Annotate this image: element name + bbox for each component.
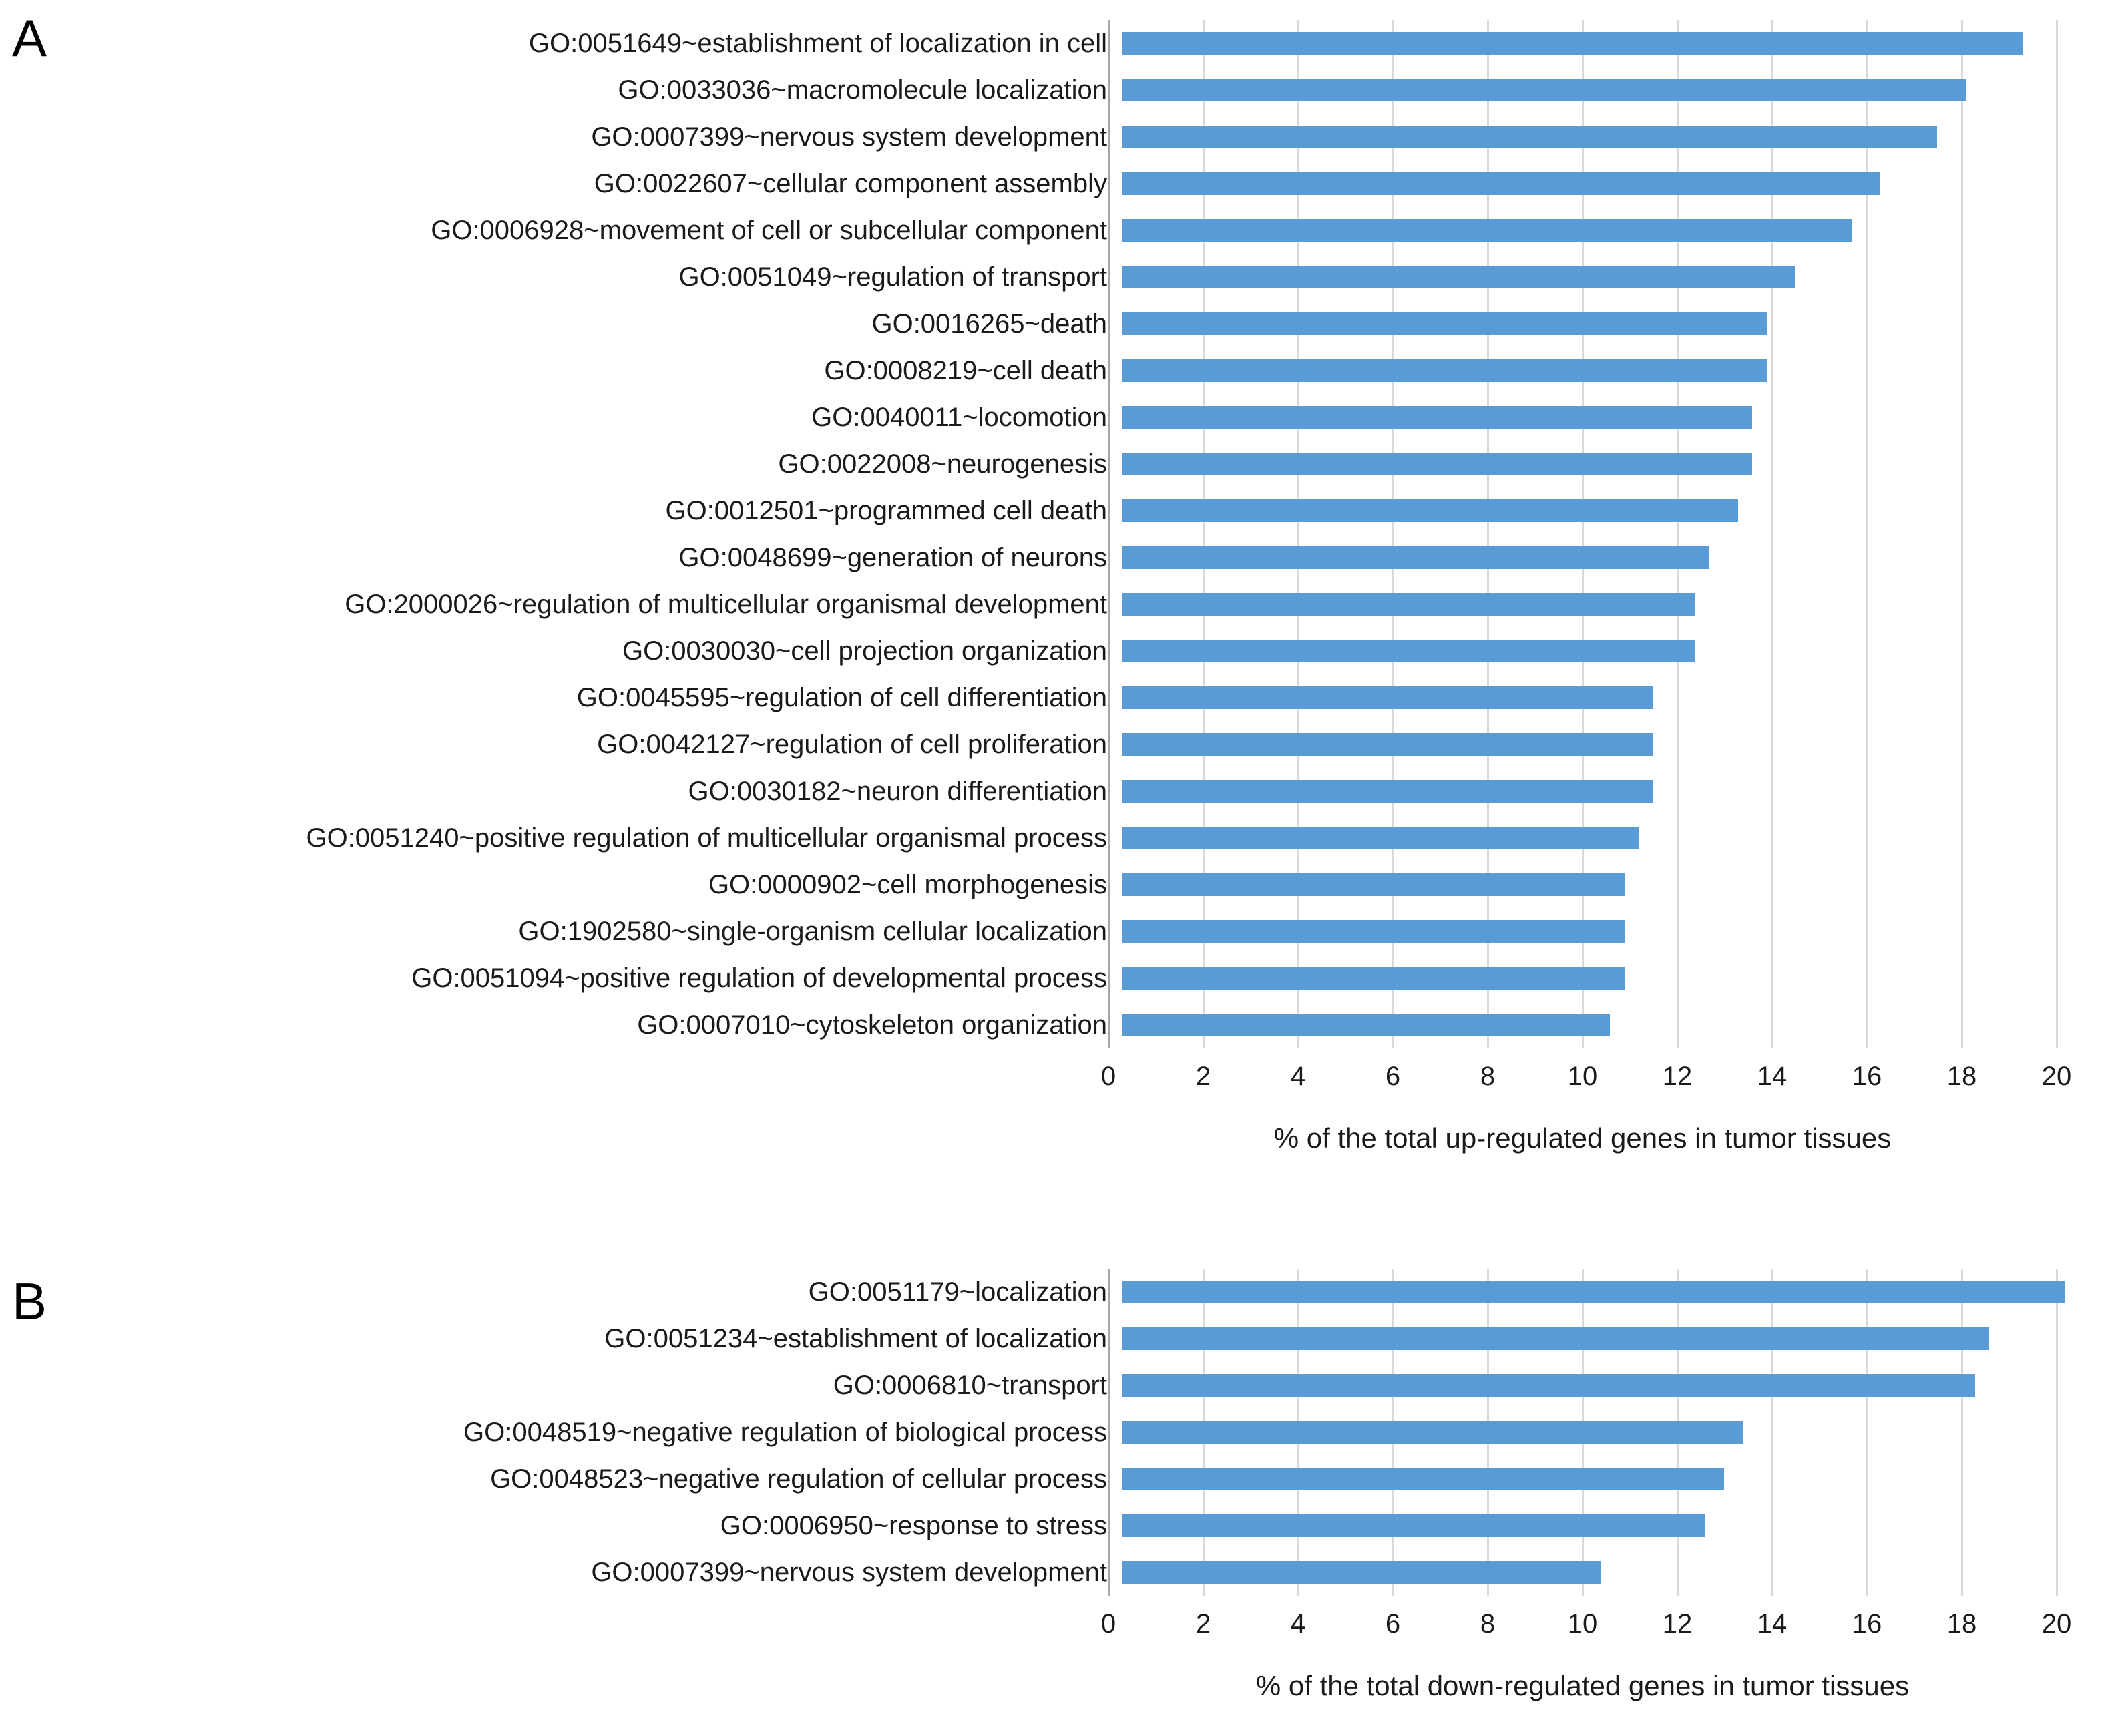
chart-b-x-axis-title: % of the total down-regulated genes in tumor tissues: [1255, 1670, 1910, 1701]
bar-category-label: GO:0048523~negative regulation of cellular process: [490, 1464, 1107, 1494]
bar: [1122, 126, 1937, 148]
bar-plot-cell: [1122, 815, 2070, 861]
panel-a-letter: A: [12, 9, 47, 67]
bar-row: [40, 114, 2070, 160]
bar: [1122, 266, 1795, 288]
bar: [1122, 920, 1625, 943]
bar-row: [40, 441, 2070, 487]
bar-row: [40, 254, 2070, 300]
bar-category-label: GO:0006810~transport: [833, 1371, 1107, 1400]
x-tick-label: 18: [1946, 1609, 1977, 1639]
chart-a-x-axis-title: % of the total up-regulated genes in tumor tissues: [1273, 1122, 1892, 1154]
bar-plot-cell: [1122, 908, 2070, 955]
bar-category-label: GO:0040011~locomotion: [811, 403, 1107, 432]
x-tick-label: 14: [1757, 1062, 1787, 1091]
bar-category-label: GO:0007010~cytoskeleton organization: [637, 1010, 1107, 1040]
x-tick-label: 20: [2041, 1609, 2072, 1639]
chart-a-upregulated: [40, 20, 2072, 1154]
bar: [1122, 1374, 1975, 1397]
bar-plot-cell: [1122, 534, 2070, 581]
bar-category-label: GO:0051234~establishment of localization: [604, 1324, 1107, 1353]
bar-category-label: GO:0030030~cell projection organization: [622, 636, 1107, 666]
bar: [1122, 453, 1752, 475]
bar-plot-cell: [1122, 1456, 2070, 1502]
bar-row: [40, 1502, 2070, 1549]
bar-plot-cell: [1122, 581, 2070, 628]
chart-a-rows: [40, 20, 2070, 1048]
bar-row: [40, 581, 2070, 628]
bar: [1122, 219, 1852, 242]
bar: [1122, 359, 1767, 382]
x-tick-label: 16: [1852, 1062, 1882, 1091]
bar-category-label: GO:0030182~neuron differentiation: [688, 777, 1107, 806]
bar-row: [40, 534, 2070, 581]
bar: [1122, 873, 1625, 896]
bar-row: [40, 1549, 2070, 1596]
bar: [1122, 1014, 1610, 1036]
bar-row: [40, 1269, 2070, 1315]
bar-plot-cell: [1122, 628, 2070, 674]
bar-plot-cell: [1122, 1315, 2070, 1362]
bar: [1122, 1421, 1743, 1444]
x-tick-label: 0: [1100, 1062, 1116, 1091]
bar: [1122, 827, 1639, 849]
bar-row: [40, 628, 2070, 674]
bar-plot-cell: [1122, 300, 2070, 347]
bar: [1122, 967, 1625, 990]
bar-row: [40, 1456, 2070, 1502]
bar-row: [40, 721, 2070, 768]
bar-category-label: GO:2000026~regulation of multicellular organismal development: [345, 590, 1107, 619]
bar-plot-cell: [1122, 207, 2070, 254]
bar: [1122, 1561, 1601, 1584]
bar: [1122, 1514, 1705, 1537]
bar-category-label: GO:0007399~nervous system development: [591, 1558, 1107, 1587]
bar: [1122, 406, 1752, 429]
x-tick-label: 6: [1385, 1609, 1401, 1639]
x-tick-label: 8: [1480, 1062, 1496, 1091]
x-tick-label: 8: [1480, 1609, 1496, 1639]
bar: [1122, 172, 1880, 195]
bar-plot-cell: [1122, 160, 2070, 207]
bar-plot-cell: [1122, 721, 2070, 768]
bar: [1122, 1468, 1724, 1490]
x-tick-label: 10: [1567, 1609, 1598, 1639]
bar-category-label: GO:0045595~regulation of cell differentiation: [576, 683, 1107, 712]
bar-category-label: GO:0016265~death: [871, 309, 1107, 339]
bar-plot-cell: [1122, 20, 2070, 67]
panel-b-letter: B: [12, 1272, 47, 1331]
bar-category-label: GO:0006950~response to stress: [720, 1511, 1107, 1540]
bar-plot-cell: [1122, 674, 2070, 721]
bar-plot-cell: [1122, 347, 2070, 394]
bar-plot-cell: [1122, 441, 2070, 487]
x-tick-label: 20: [2041, 1062, 2072, 1091]
chart-b-x-tick-labels: [1100, 1608, 2072, 1648]
bar-category-label: GO:0012501~programmed cell death: [665, 496, 1107, 525]
bar-row: [40, 674, 2070, 721]
x-tick-label: 12: [1662, 1609, 1693, 1639]
bar-row: [40, 207, 2070, 254]
bar-row: [40, 300, 2070, 347]
bar-plot-cell: [1122, 861, 2070, 908]
x-tick-label: 16: [1852, 1609, 1882, 1639]
bar: [1122, 780, 1653, 803]
x-tick-label: 10: [1567, 1062, 1598, 1091]
bar-category-label: GO:0051649~establishment of localization in cell: [528, 29, 1107, 58]
bar-plot-cell: [1122, 768, 2070, 815]
bar-category-label: GO:0008219~cell death: [824, 356, 1107, 385]
bar-plot-cell: [1122, 1502, 2070, 1549]
bar: [1122, 1281, 2065, 1303]
chart-a-x-tick-labels: [1100, 1060, 2072, 1100]
bar-plot-cell: [1122, 67, 2070, 114]
x-tick-label: 2: [1195, 1062, 1211, 1091]
bar-plot-cell: [1122, 1269, 2070, 1315]
bar-category-label: GO:0048699~generation of neurons: [678, 543, 1107, 572]
bar-row: [40, 908, 2070, 955]
x-tick-label: 12: [1662, 1062, 1693, 1091]
panel-b: [0, 1249, 2110, 1736]
bar: [1122, 79, 1966, 101]
bar: [1122, 1327, 1989, 1350]
bar-plot-cell: [1122, 114, 2070, 160]
bar-row: [40, 347, 2070, 394]
x-tick-label: 18: [1946, 1062, 1977, 1091]
bar: [1122, 546, 1709, 569]
bar-category-label: GO:0051094~positive regulation of developmental process: [411, 963, 1107, 993]
bar-row: [40, 160, 2070, 207]
bar: [1122, 312, 1767, 335]
bar-category-label: GO:0007399~nervous system development: [591, 122, 1107, 152]
bar-row: [40, 1315, 2070, 1362]
bar-category-label: GO:0022008~neurogenesis: [778, 449, 1107, 479]
bar-plot-cell: [1122, 1409, 2070, 1456]
bar-category-label: GO:0051179~localization: [808, 1277, 1107, 1307]
bar-row: [40, 487, 2070, 534]
bar-row: [40, 861, 2070, 908]
bar-row: [40, 955, 2070, 1002]
bar-category-label: GO:0033036~macromolecule localization: [618, 75, 1107, 105]
bar-category-label: GO:0000902~cell morphogenesis: [708, 870, 1107, 899]
x-tick-label: 6: [1385, 1062, 1401, 1091]
bar-row: [40, 67, 2070, 114]
x-tick-label: 0: [1100, 1609, 1116, 1639]
x-tick-label: 4: [1290, 1062, 1306, 1091]
bar-category-label: GO:0051240~positive regulation of multicellular organismal process: [306, 823, 1107, 853]
bar: [1122, 32, 2023, 55]
chart-b-rows: [40, 1269, 2070, 1596]
bar: [1122, 499, 1738, 522]
bar-category-label: GO:0006928~movement of cell or subcellular component: [431, 216, 1107, 245]
bar-row: [40, 1002, 2070, 1048]
bar-plot-cell: [1122, 487, 2070, 534]
bar: [1122, 593, 1695, 616]
chart-b-downregulated: [40, 1269, 2072, 1701]
bar-category-label: GO:0051049~regulation of transport: [678, 262, 1107, 292]
bar-row: [40, 768, 2070, 815]
bar-row: [40, 394, 2070, 441]
bar-plot-cell: [1122, 1362, 2070, 1409]
x-tick-label: 2: [1195, 1609, 1211, 1639]
bar-row: [40, 815, 2070, 861]
bar-plot-cell: [1122, 254, 2070, 300]
bar-plot-cell: [1122, 955, 2070, 1002]
bar-category-label: GO:0042127~regulation of cell proliferation: [597, 730, 1107, 759]
bar-category-label: GO:0048519~negative regulation of biological process: [463, 1418, 1107, 1447]
bar-plot-cell: [1122, 394, 2070, 441]
bar-row: [40, 1362, 2070, 1409]
bar: [1122, 640, 1695, 662]
bar-plot-cell: [1122, 1002, 2070, 1048]
bar-category-label: GO:0022607~cellular component assembly: [594, 169, 1107, 198]
x-tick-label: 4: [1290, 1609, 1306, 1639]
bar-row: [40, 20, 2070, 67]
bar: [1122, 733, 1653, 756]
bar-category-label: GO:1902580~single-organism cellular localization: [518, 917, 1107, 946]
bar-plot-cell: [1122, 1549, 2070, 1596]
bar: [1122, 686, 1653, 709]
bar-row: [40, 1409, 2070, 1456]
x-tick-label: 14: [1757, 1609, 1787, 1639]
